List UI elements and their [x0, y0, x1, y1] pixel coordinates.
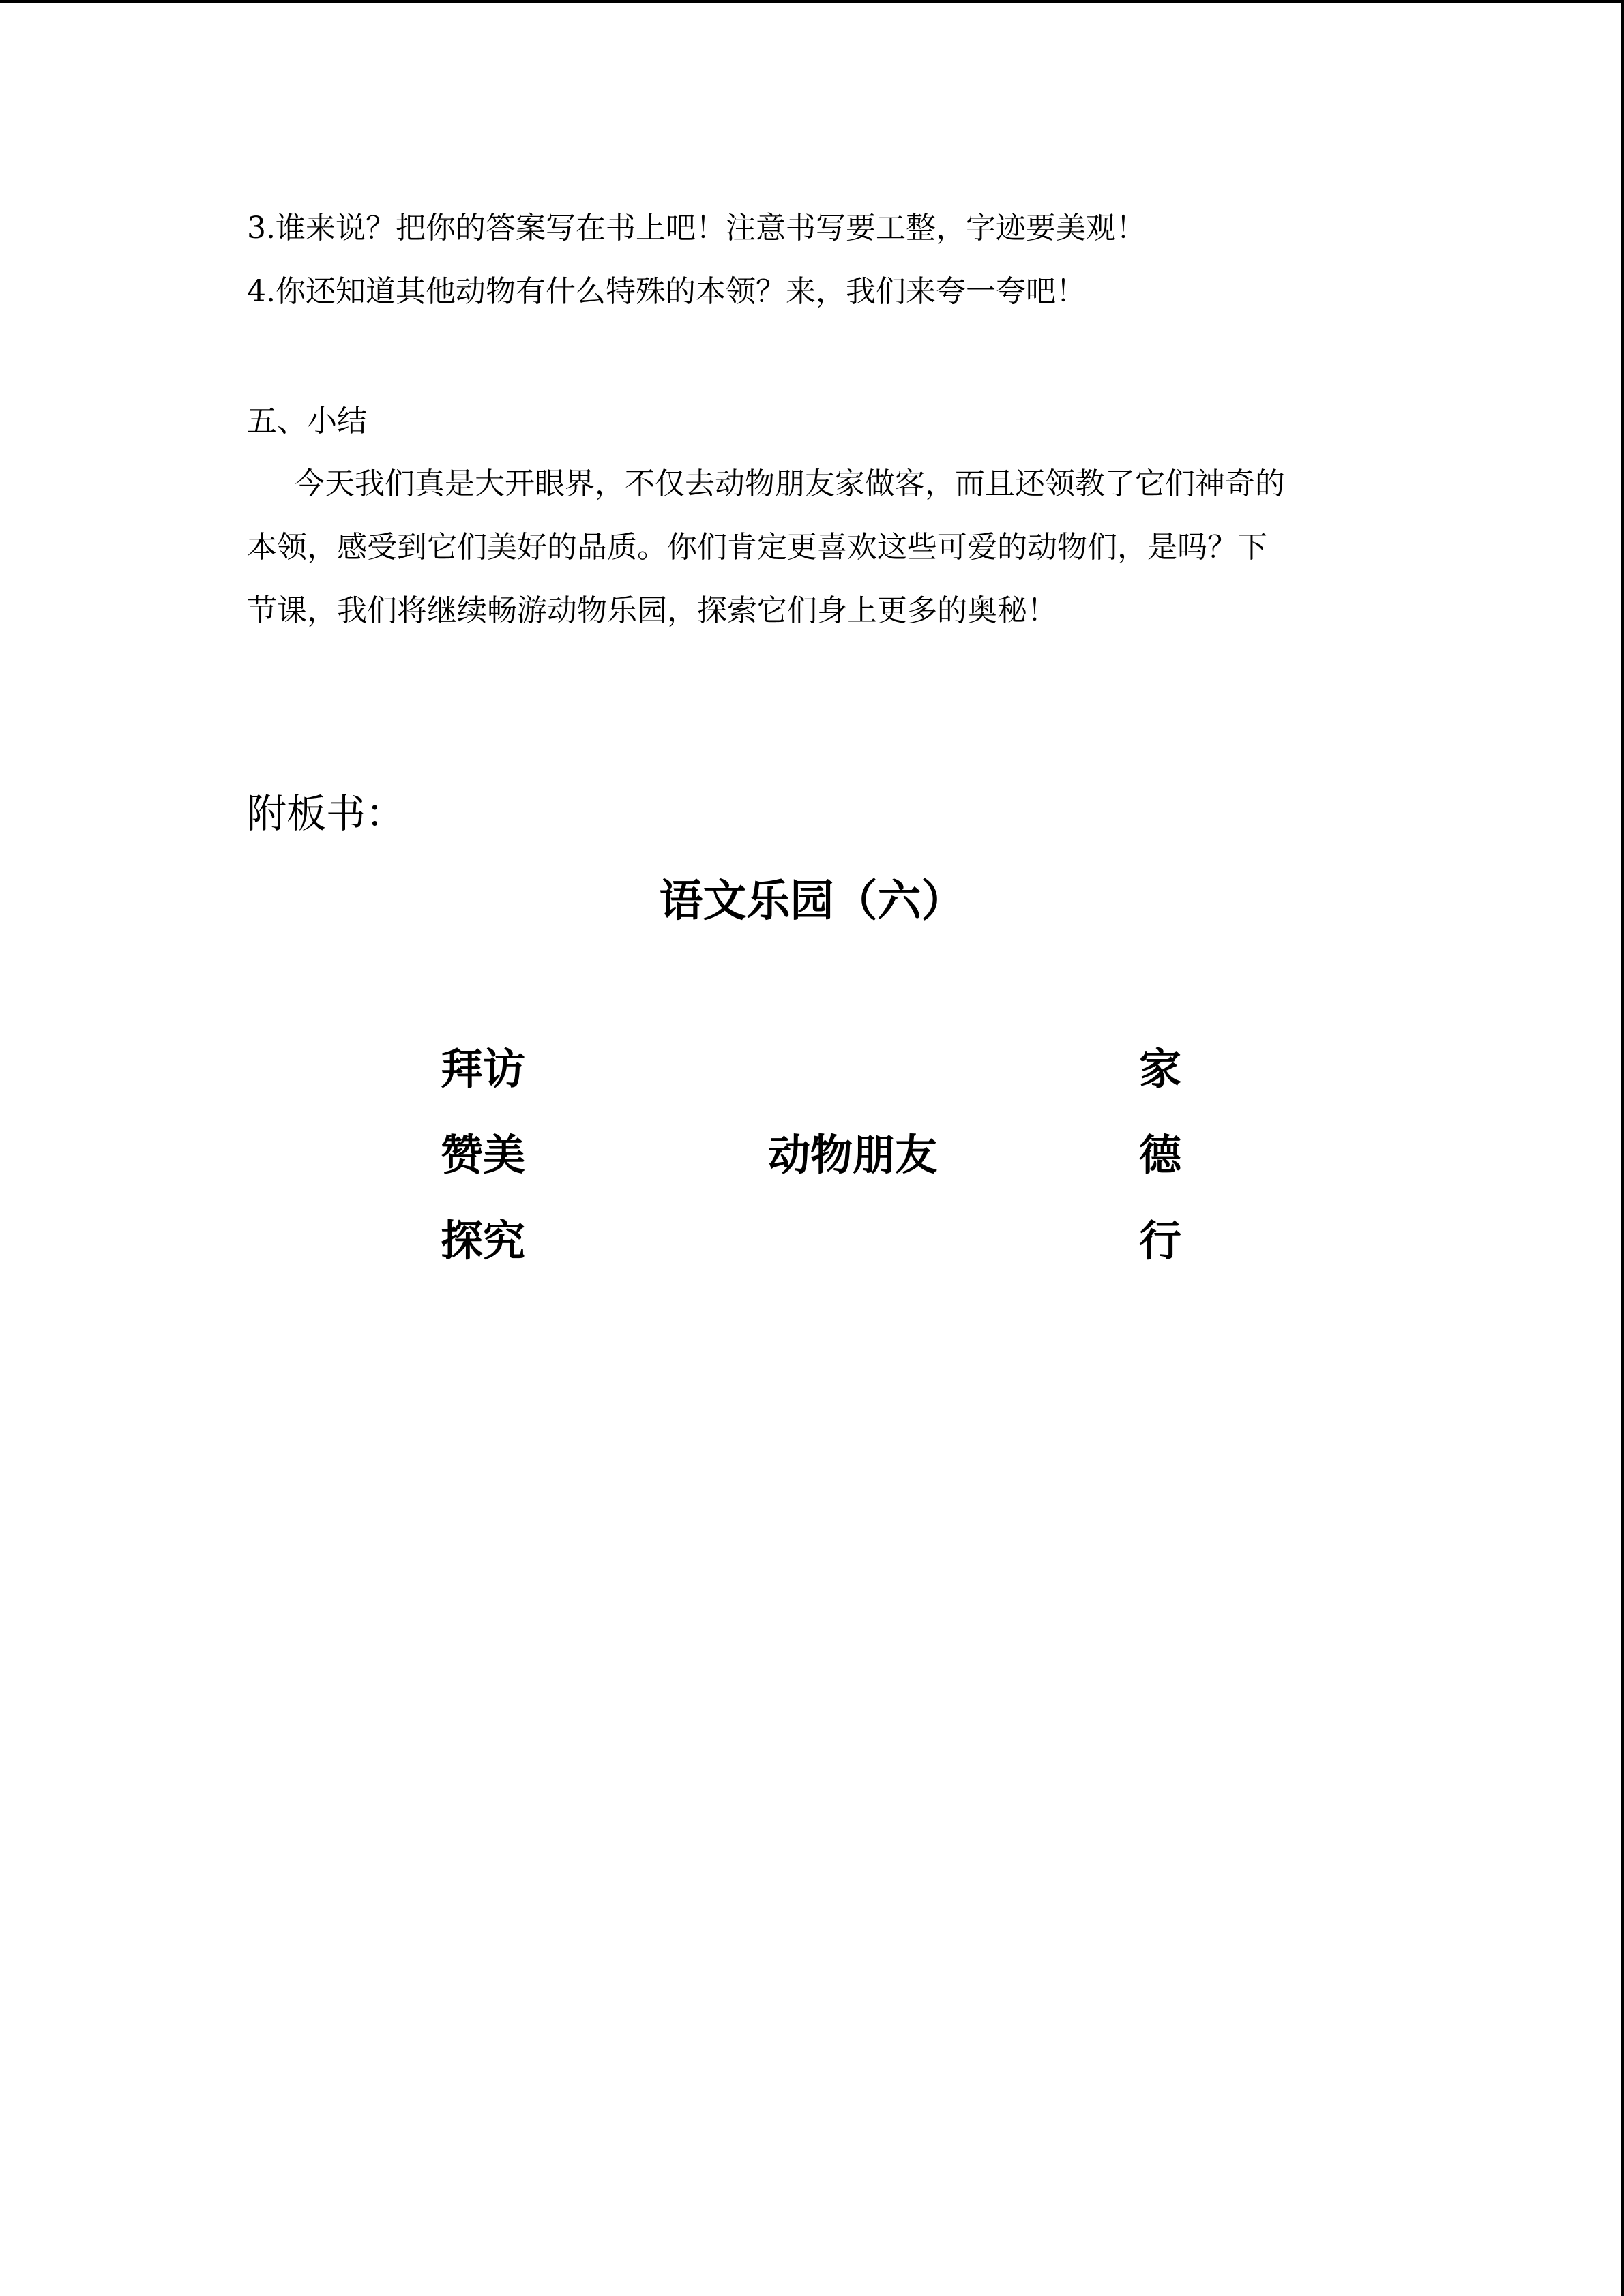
page-border-top [0, 0, 1624, 3]
board-left-word-2: 赞美 [441, 1130, 526, 1180]
board-center-word: 动物朋友 [768, 1130, 938, 1180]
board-right-word-2: 德 [1139, 1130, 1182, 1180]
summary-line-3: 节课，我们将继续畅游动物乐园，探索它们身上更多的奥秘！ [247, 593, 1057, 628]
summary-line-2: 本领，感受到它们美好的品质。你们肯定更喜欢这些可爱的动物们，是吗？下 [247, 530, 1267, 565]
board-label: 附板书： [247, 790, 406, 837]
activity-item-3: 3.谁来说？把你的答案写在书上吧！注意书写要工整，字迹要美观！ [247, 211, 1146, 245]
board-right-word-3: 行 [1139, 1216, 1182, 1266]
page-border-right [1621, 0, 1624, 2296]
summary-line-1: 今天我们真是大开眼界，不仅去动物朋友家做客，而且还领教了它们神奇的 [295, 466, 1285, 501]
summary-heading: 五、小结 [247, 404, 367, 438]
board-left-word-1: 拜访 [441, 1044, 526, 1094]
activity-item-4: 4.你还知道其他动物有什么特殊的本领？来，我们来夸一夸吧！ [247, 274, 1086, 309]
board-left-word-3: 探究 [441, 1216, 526, 1266]
board-title: 语文乐园（六） [659, 876, 965, 927]
board-right-word-1: 家 [1139, 1044, 1182, 1094]
